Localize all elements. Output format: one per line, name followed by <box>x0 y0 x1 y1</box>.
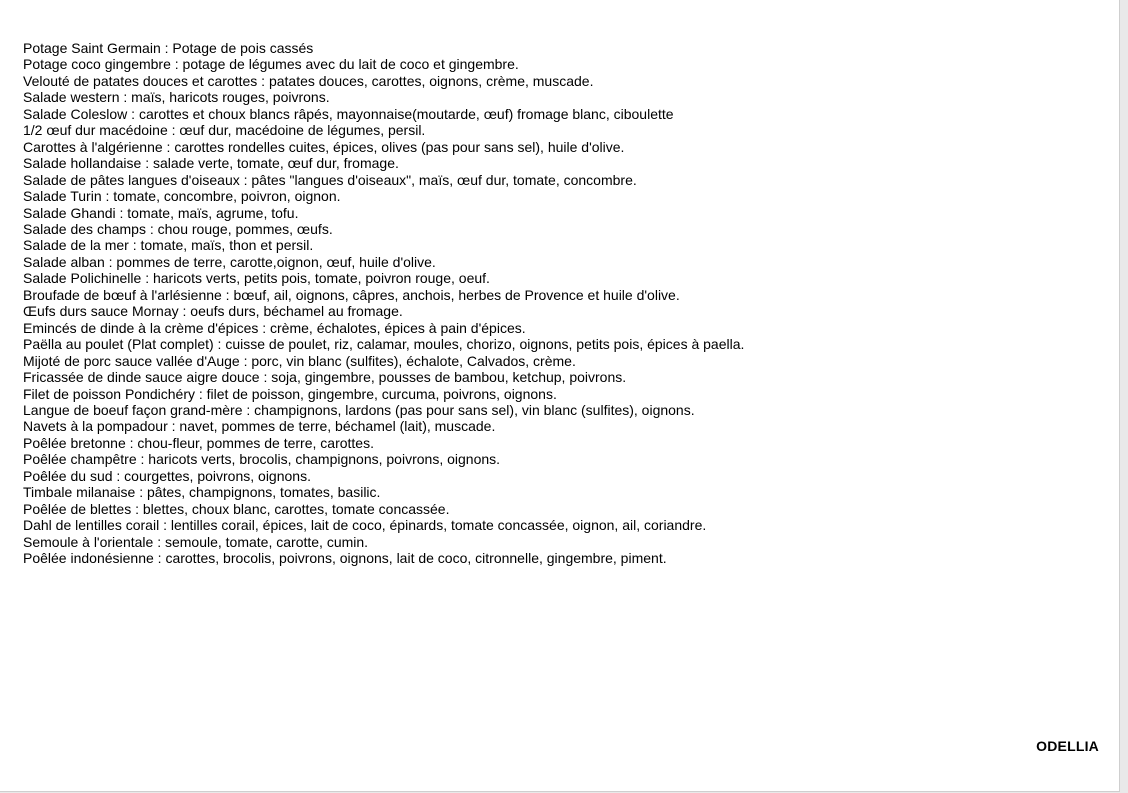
dish-line: Poêlée champêtre : haricots verts, brocolis, champignons, poivrons, oignons. <box>23 451 501 468</box>
dish-line: Timbale milanaise : pâtes, champignons, tomates, basilic. <box>23 484 381 501</box>
dish-list <box>23 40 744 567</box>
dish-line: Filet de poisson Pondichéry : filet de poisson, gingembre, curcuma, poivrons, oignons. <box>23 385 557 402</box>
dish-line: Emincés de dinde à la crème d'épices : crème, échalotes, épices à pain d'épices. <box>23 319 526 336</box>
dish-line: Poêlée indonésienne : carottes, brocolis, poivrons, oignons, lait de coco, citronnelle, gingembre, piment. <box>23 550 667 567</box>
dish-line: Navets à la pompadour : navet, pommes de terre, béchamel (lait), muscade. <box>23 418 496 435</box>
dish-line: Salade Turin : tomate, concombre, poivron, oignon. <box>23 188 341 205</box>
dish-line: Salade de la mer : tomate, maïs, thon et persil. <box>23 237 314 254</box>
dish-line: Poêlée de blettes : blettes, choux blanc, carottes, tomate concassée. <box>23 500 450 517</box>
dish-line: Carottes à l'algérienne : carottes rondelles cuites, épices, olives (pas pour sans sel), huile d'olive. <box>23 138 625 155</box>
dish-line: Poêlée du sud : courgettes, poivrons, oignons. <box>23 467 311 484</box>
dish-line: Salade hollandaise : salade verte, tomate, œuf dur, fromage. <box>23 155 399 172</box>
dish-line: Semoule à l'orientale : semoule, tomate, carotte, cumin. <box>23 533 369 550</box>
dish-line: Potage coco gingembre : potage de légumes avec du lait de coco et gingembre. <box>23 56 519 73</box>
dish-line: Potage Saint Germain : Potage de pois cassés <box>23 40 314 56</box>
dish-line: Broufade de bœuf à l'arlésienne : bœuf, ail, oignons, câpres, anchois, herbes de Provence et huile d'olive. <box>23 286 680 303</box>
dish-line: Salade de pâtes langues d'oiseaux : pâtes "langues d'oiseaux", maïs, œuf dur, tomate, concombre. <box>23 171 637 188</box>
dish-line: Œufs durs sauce Mornay : oeufs durs, béchamel au fromage. <box>23 303 403 320</box>
dish-line: Fricassée de dinde sauce aigre douce : soja, gingembre, pousses de bambou, ketchup, poivrons. <box>23 369 627 386</box>
dish-line: Salade des champs : chou rouge, pommes, œufs. <box>23 220 333 237</box>
brand-footer: ODELLIA <box>1036 738 1099 754</box>
dish-line: Mijoté de porc sauce vallée d'Auge : porc, vin blanc (sulfites), échalote, Calvados, crème. <box>23 352 576 369</box>
dish-line: Langue de boeuf façon grand-mère : champignons, lardons (pas pour sans sel), vin blanc (sulfites), oignons. <box>23 401 695 418</box>
dish-line: Salade Ghandi : tomate, maïs, agrume, tofu. <box>23 204 299 221</box>
dish-line: Velouté de patates douces et carottes : patates douces, carottes, oignons, crème, muscade. <box>23 72 594 89</box>
dish-line: Salade western : maïs, haricots rouges, poivrons. <box>23 89 330 106</box>
dish-line: Salade Polichinelle : haricots verts, petits pois, tomate, poivron rouge, oeuf. <box>23 270 490 287</box>
dish-line: Poêlée bretonne : chou-fleur, pommes de terre, carottes. <box>23 434 374 451</box>
dish-line: Salade alban : pommes de terre, carotte,oignon, œuf, huile d'olive. <box>23 253 436 270</box>
dish-line: Dahl de lentilles corail : lentilles corail, épices, lait de coco, épinards, tomate concassée, oignon, ail, coriandre. <box>23 517 707 534</box>
dish-line: Salade Coleslow : carottes et choux blancs râpés, mayonnaise(moutarde, œuf) fromage blanc, ciboulette <box>23 105 674 122</box>
dish-line: 1/2 œuf dur macédoine : œuf dur, macédoine de légumes, persil. <box>23 122 426 139</box>
dish-line: Paëlla au poulet (Plat complet) : cuisse de poulet, riz, calamar, moules, chorizo, oignons, petits pois, épices à paella. <box>23 336 745 353</box>
